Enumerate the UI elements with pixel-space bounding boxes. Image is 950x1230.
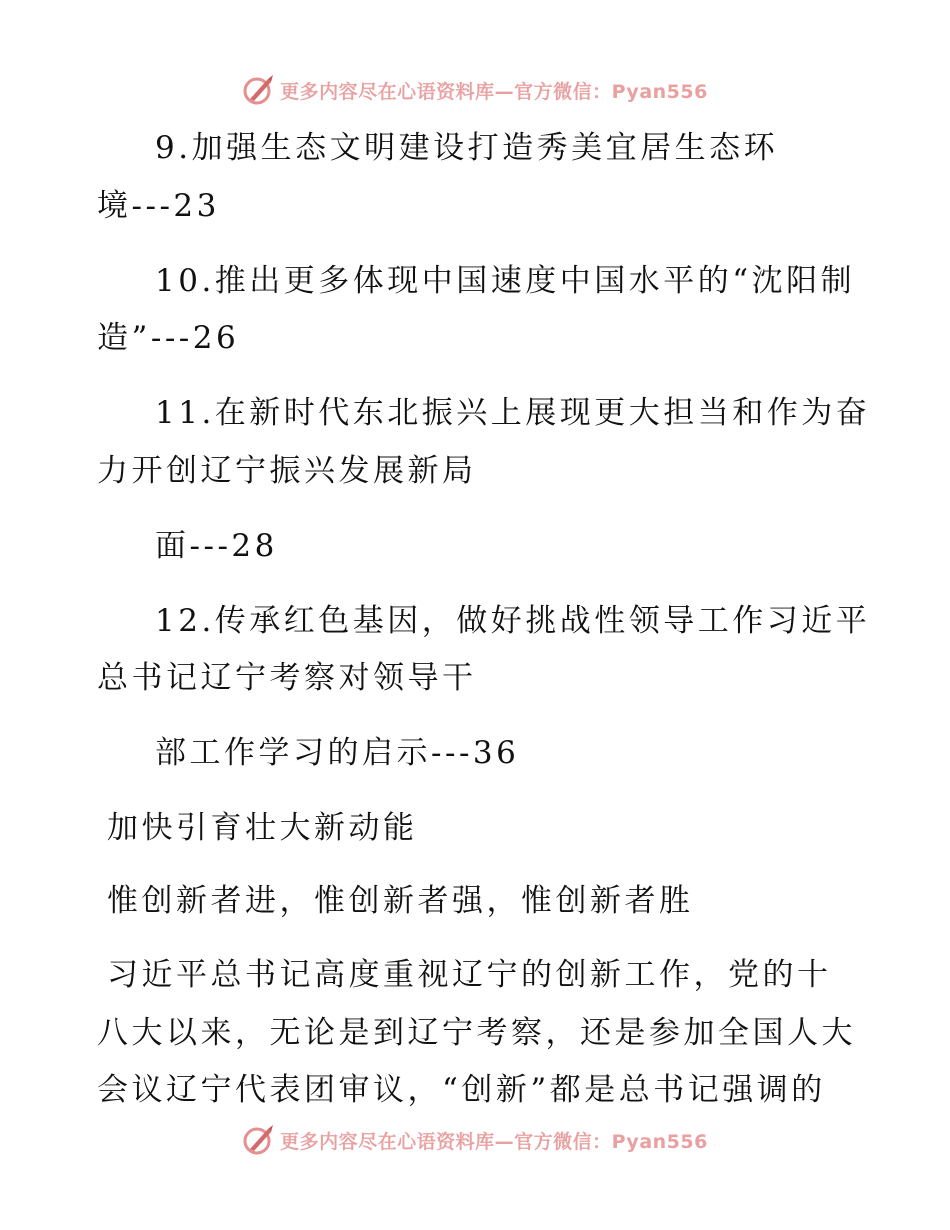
body-paragraph-line-2: 八大以来，无论是到辽宁考察，还是参加全国人大 — [97, 1015, 856, 1051]
watermark-text: 更多内容尽在心语资料库—官方微信：Pyan556 — [280, 1130, 708, 1153]
section-heading: 加快引育壮大新动能 — [107, 810, 418, 846]
body-paragraph-line-1: 习近平总书记高度重视辽宁的创新工作，党的十 — [107, 957, 832, 993]
toc-entry-11: 11.在新时代东北振兴上展现更大担当和作为奋 — [155, 395, 871, 431]
toc-entry-12-cont: 总书记辽宁考察对领导干 — [97, 660, 477, 696]
toc-entry-9: 9.加强生态文明建设打造秀美宜居生态环 — [155, 130, 779, 166]
toc-entry-12: 12.传承红色基因，做好挑战性领导工作习近平 — [155, 603, 871, 639]
watermark-header — [0, 70, 950, 110]
toc-entry-11-page: 面---28 — [155, 528, 278, 564]
toc-entry-10-cont: 造”---26 — [97, 320, 240, 356]
toc-entry-12-page: 部工作学习的启示---36 — [155, 735, 520, 771]
watermark-text: 更多内容尽在心语资料库—官方微信：Pyan556 — [280, 80, 708, 103]
quill-logo-icon — [242, 1123, 276, 1157]
toc-entry-11-cont: 力开创辽宁振兴发展新局 — [97, 453, 477, 489]
watermark-footer — [0, 1120, 950, 1160]
toc-entry-9-cont: 境---23 — [97, 188, 220, 224]
section-subheading: 惟创新者进，惟创新者强，惟创新者胜 — [107, 883, 694, 919]
body-paragraph-line-3: 会议辽宁代表团审议，“创新”都是总书记强调的 — [97, 1072, 826, 1108]
toc-entry-10: 10.推出更多体现中国速度中国水平的“沈阳制 — [155, 263, 856, 299]
quill-logo-icon — [242, 73, 276, 107]
